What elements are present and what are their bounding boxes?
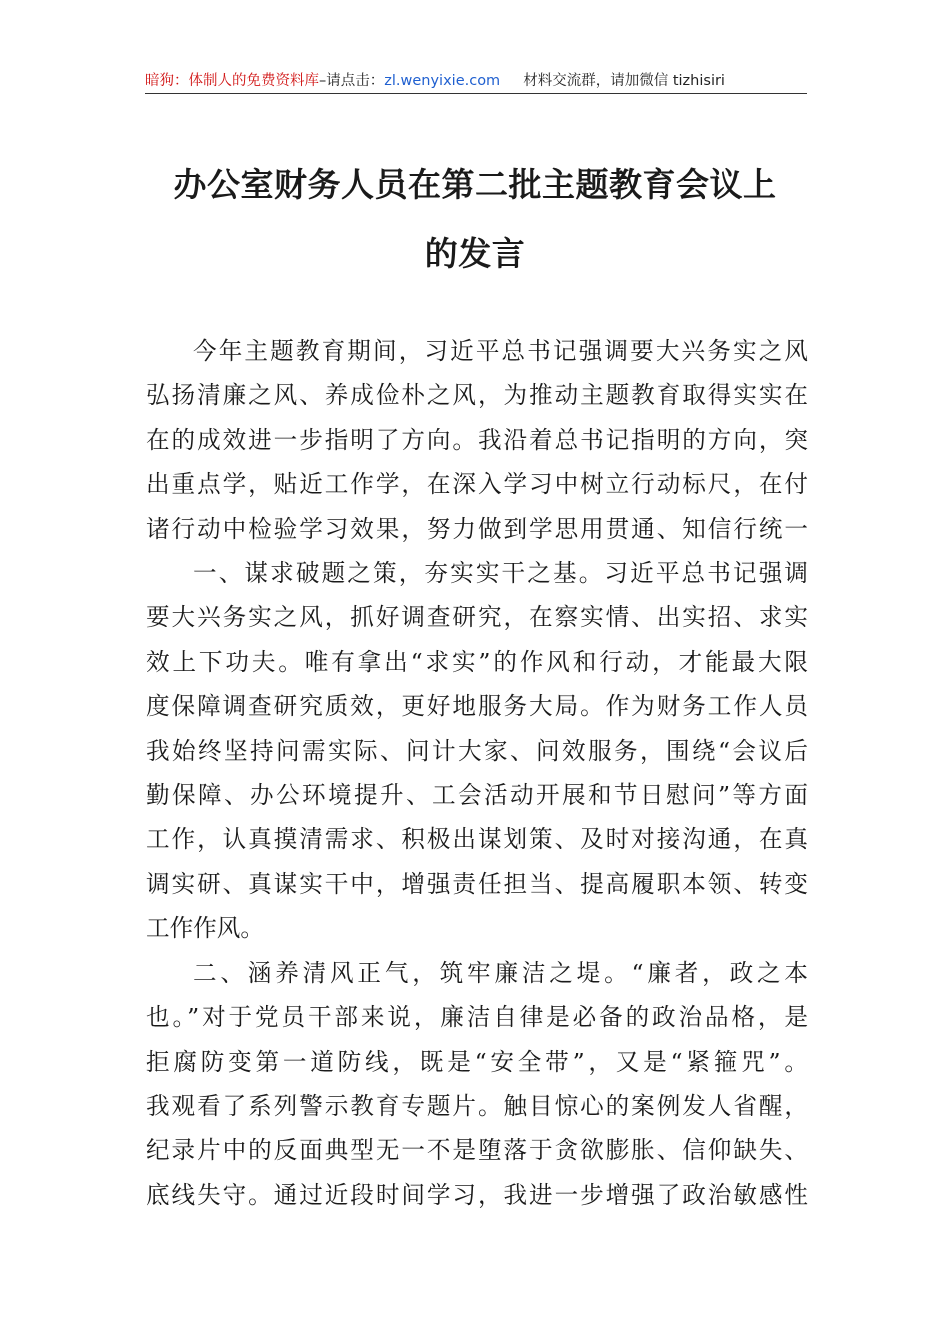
document-title [140, 150, 810, 288]
body-line: 底线失守。通过近段时间学习，我进一步增强了政治敏感性 [146, 1180, 808, 1209]
body-line: 工作，认真摸清需求、积极出谋划策、及时对接沟通，在真 [146, 825, 808, 854]
body-line: 今年主题教育期间，习近平总书记强调要大兴务实之风 [193, 337, 808, 365]
body-line: 诸行动中检验学习效果，努力做到学思用贯通、知信行统一 [146, 514, 808, 543]
document-body [146, 329, 808, 1217]
body-line: 也。”对于党员干部来说，廉洁自律是必备的政治品格，是 [146, 1003, 808, 1032]
body-line: 度保障调查研究质效，更好地服务大局。作为财务工作人员 [146, 692, 808, 721]
header-group-text: 材料交流群，请加微信 tizhisiri [523, 73, 725, 89]
header-spacer [500, 73, 523, 89]
body-line: 勤保障、办公环境提升、工会活动开展和节日慰问”等方面 [146, 781, 808, 810]
body-line: 调实研、真谋实干中，增强责任担当、提高履职本领、转变 [146, 869, 808, 898]
body-line: 工作作风。 [146, 914, 264, 943]
body-line: 我始终坚持问需实际、问计大家、问效服务，围绕“会议后 [146, 736, 808, 765]
title-line-2: 的发言 [424, 234, 526, 273]
body-line: 二、涵养清风正气，筑牢廉洁之堤。“廉者，政之本 [193, 958, 808, 987]
body-line: 弘扬清廉之风、养成俭朴之风，为推动主题教育取得实实在 [146, 381, 808, 410]
body-line: 效上下功夫。唯有拿出“求实”的作风和行动，才能最大限 [146, 647, 808, 676]
body-line: 出重点学，贴近工作学，在深入学习中树立行动标尺，在付 [146, 470, 808, 499]
body-line: 纪录片中的反面典型无一不是堕落于贪欲膨胀、信仰缺失、 [146, 1136, 808, 1165]
body-line: 拒腐防变第一道防线，既是“安全带”，又是“紧箍咒”。 [146, 1047, 808, 1076]
body-line: 一、谋求破题之策，夯实实干之基。习近平总书记强调 [193, 559, 808, 588]
body-line: 在的成效进一步指明了方向。我沿着总书记指明的方向，突 [146, 425, 808, 454]
body-line: 我观看了系列警示教育专题片。触目惊心的案例发人省醒， [146, 1091, 808, 1120]
header-url-link[interactable]: zl.wenyixie.com [384, 73, 501, 89]
page-header [145, 70, 807, 94]
header-prompt: –请点击： [319, 73, 385, 89]
header-site-name: 暗狗：体制人的免费资料库 [145, 73, 319, 89]
body-line: 要大兴务实之风，抓好调查研究，在察实情、出实招、求实 [146, 603, 808, 632]
title-line-1: 办公室财务人员在第二批主题教育会议上 [173, 165, 777, 204]
